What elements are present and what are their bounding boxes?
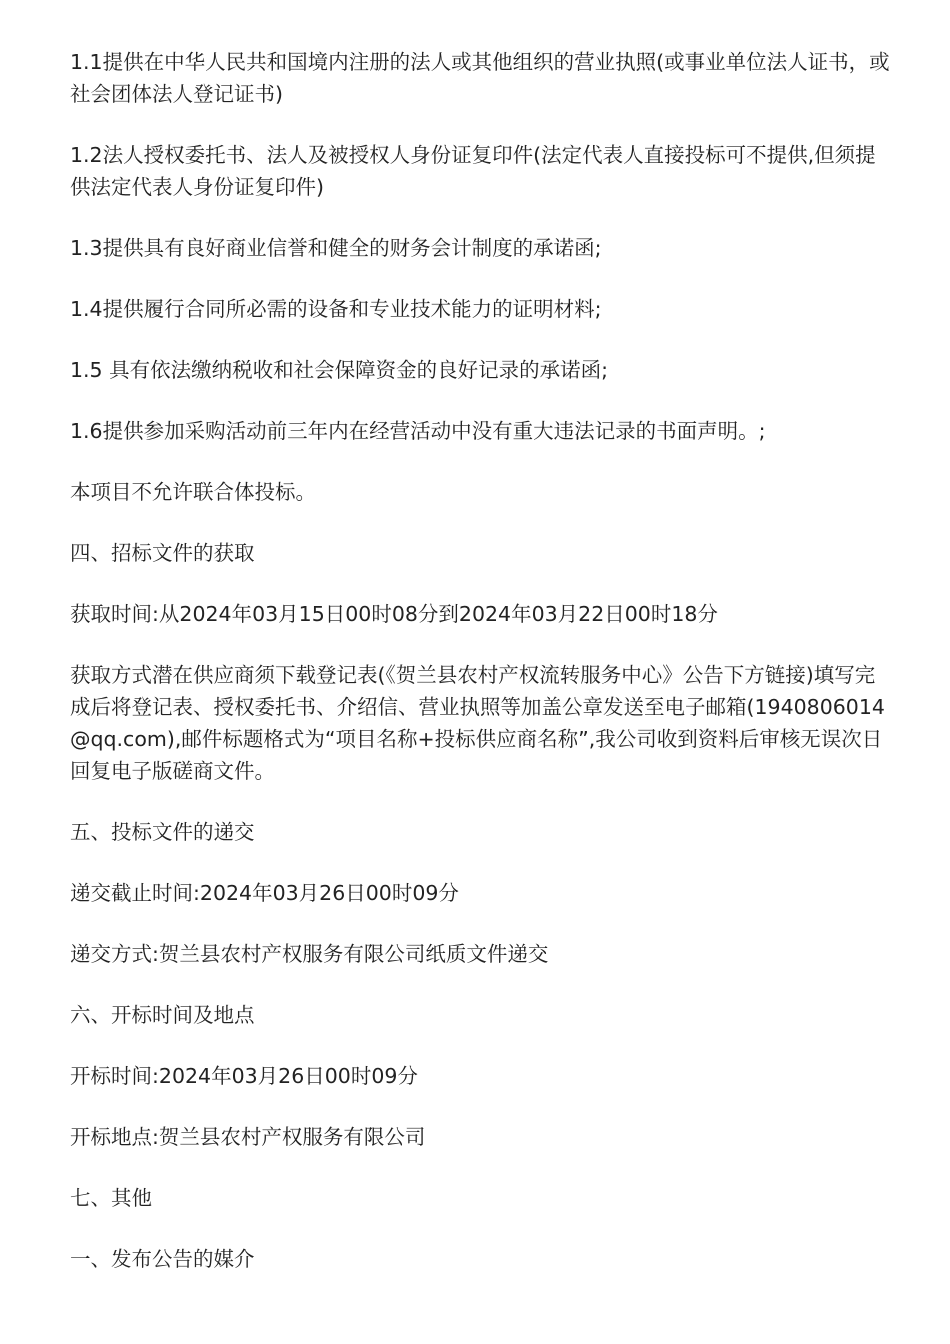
requirement-1-4: 1.4提供履行合同所必需的设备和专业技术能力的证明材料; <box>70 297 602 321</box>
section-heading-6: 六、开标时间及地点 <box>70 1003 255 1027</box>
requirement-1-2: 1.2法人授权委托书、法人及被授权人身份证复印件(法定代表人直接投标可不提供,但须提供法定代表人身份证复印件) <box>70 143 876 199</box>
submission-deadline: 递交截止时间:2024年03月26日00时09分 <box>70 881 459 905</box>
opening-location: 开标地点:贺兰县农村产权服务有限公司 <box>70 1125 426 1149</box>
requirement-1-1: 1.1提供在中华人民共和国境内注册的法人或其他组织的营业执照(或事业单位法人证书，或社会团体法人登记证书) <box>70 50 890 106</box>
document-body <box>70 46 890 1304</box>
submission-method: 递交方式:贺兰县农村产权服务有限公司纸质文件递交 <box>70 942 549 966</box>
media-heading: 一、发布公告的媒介 <box>70 1247 255 1271</box>
opening-time: 开标时间:2024年03月26日00时09分 <box>70 1064 418 1088</box>
requirement-1-5: 1.5 具有依法缴纳税收和社会保障资金的良好记录的承诺函; <box>70 358 609 382</box>
acquisition-time: 获取时间:从2024年03月15日00时08分到2024年03月22日00时18分 <box>70 602 718 626</box>
section-heading-5: 五、投标文件的递交 <box>70 820 255 844</box>
requirement-1-6: 1.6提供参加采购活动前三年内在经营活动中没有重大违法记录的书面声明。; <box>70 419 766 443</box>
section-heading-7: 七、其他 <box>70 1186 152 1210</box>
section-heading-4: 四、招标文件的获取 <box>70 541 255 565</box>
acquisition-method: 获取方式潜在供应商须下载登记表(《贺兰县农村产权流转服务中心》公告下方链接)填写完成后将登记表、授权委托书、介绍信、营业执照等加盖公章发送至电子邮箱(1940806014@qq.com),邮件标题格式为“项目名称+投标供应商名称”,我公司收到资料后审核无误次日回复电子版磋商文件。 <box>70 663 885 783</box>
consortium-note: 本项目不允许联合体投标。 <box>70 480 316 504</box>
requirement-1-3: 1.3提供具有良好商业信誉和健全的财务会计制度的承诺函; <box>70 236 602 260</box>
